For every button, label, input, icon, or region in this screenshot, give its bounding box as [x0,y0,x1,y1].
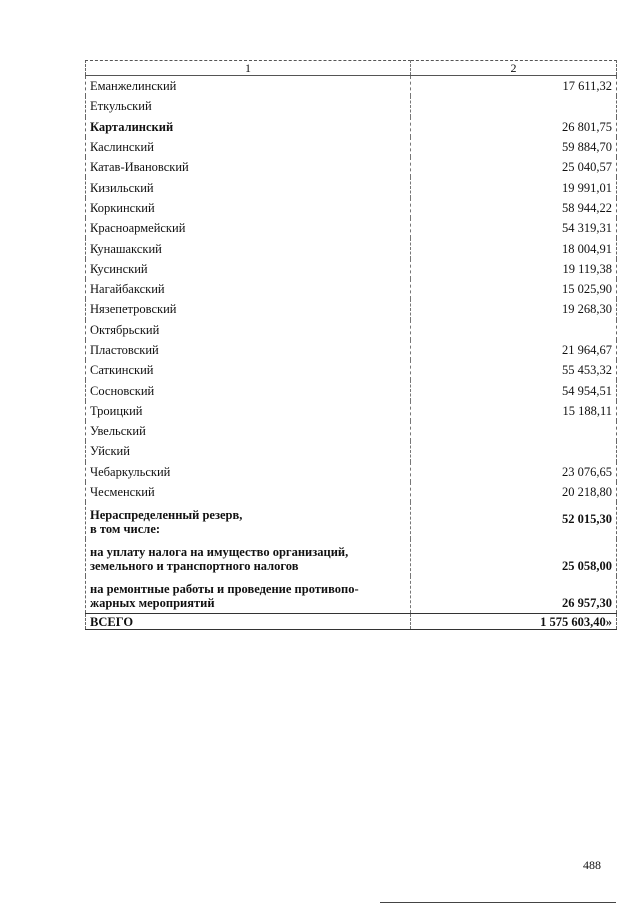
total-label: ВСЕГО [86,614,411,630]
table-row [86,360,617,380]
district-name: Октябрьский [86,320,411,340]
total-row [86,614,617,630]
district-amount: 25 040,57 [411,157,617,177]
district-amount: 55 453,32 [411,360,617,380]
total-amount: 1 575 603,40» [411,614,617,630]
reserve-label-line2: в том числе: [90,522,161,537]
property-tax-row [86,539,617,576]
district-name: Нязепетровский [86,299,411,319]
repairs-label [86,576,411,614]
district-amount: 59 884,70 [411,137,617,157]
repairs-label-line2: жарных мероприятий [90,596,215,611]
reserve-label-line1: Нераспределенный резерв, [90,508,243,523]
district-amount: 26 801,75 [411,117,617,137]
property-tax-label-line2: земельного и транспортного налогов [90,559,299,574]
district-name: Уйский [86,441,411,461]
district-name: Карталинский [86,117,411,137]
budget-distribution-table [85,60,617,630]
reserve-amount: 52 015,30 [411,502,617,539]
district-amount: 15 188,11 [411,401,617,421]
district-name: Красноармейский [86,218,411,238]
table-row [86,137,617,157]
district-amount: 54 319,31 [411,218,617,238]
district-amount [411,96,617,116]
district-amount [411,320,617,340]
district-amount: 58 944,22 [411,198,617,218]
repairs-row [86,576,617,614]
district-name: Нагайбакский [86,279,411,299]
district-name: Увельский [86,421,411,441]
district-amount: 15 025,90 [411,279,617,299]
district-name: Саткинский [86,360,411,380]
table-row [86,421,617,441]
district-amount: 19 268,30 [411,299,617,319]
table-row [86,482,617,502]
district-name: Кунашакский [86,238,411,258]
district-amount: 21 964,67 [411,340,617,360]
district-name: Катав-Ивановский [86,157,411,177]
table-header-row [86,61,617,76]
district-amount: 54 954,51 [411,380,617,400]
scan-edge-line [380,902,616,903]
header-col-2: 2 [411,61,617,76]
table-row [86,218,617,238]
property-tax-label-line1: на уплату налога на имущество организаций, [90,545,349,560]
table-row [86,177,617,197]
header-col-1: 1 [86,61,411,76]
district-name: Еткульский [86,96,411,116]
table-row [86,76,617,97]
table-row [86,320,617,340]
table-row [86,462,617,482]
table-row [86,117,617,137]
table-row [86,340,617,360]
district-name: Троицкий [86,401,411,421]
district-amount: 17 611,32 [411,76,617,97]
table-row [86,441,617,461]
table-row [86,96,617,116]
district-name: Кизильский [86,177,411,197]
district-name: Коркинский [86,198,411,218]
property-tax-label [86,539,411,576]
table-row [86,238,617,258]
table-row [86,380,617,400]
table-row [86,259,617,279]
district-name: Сосновский [86,380,411,400]
reserve-row [86,502,617,539]
repairs-label-line1: на ремонтные работы и проведение противопо- [90,582,359,597]
district-amount: 18 004,91 [411,238,617,258]
table-row [86,157,617,177]
table-row [86,198,617,218]
district-name: Пластовский [86,340,411,360]
property-tax-amount: 25 058,00 [411,539,617,576]
district-amount: 19 119,38 [411,259,617,279]
district-name: Чебаркульский [86,462,411,482]
district-amount [411,421,617,441]
table-row [86,299,617,319]
district-amount: 19 991,01 [411,177,617,197]
reserve-label [86,502,411,539]
table-row [86,401,617,421]
district-name: Каслинский [86,137,411,157]
district-amount: 23 076,65 [411,462,617,482]
district-amount [411,441,617,461]
repairs-amount: 26 957,30 [411,576,617,614]
page-number: 488 [583,858,601,872]
district-name: Чесменский [86,482,411,502]
district-name: Кусинский [86,259,411,279]
table-row [86,279,617,299]
district-name: Еманжелинский [86,76,411,97]
district-amount: 20 218,80 [411,482,617,502]
